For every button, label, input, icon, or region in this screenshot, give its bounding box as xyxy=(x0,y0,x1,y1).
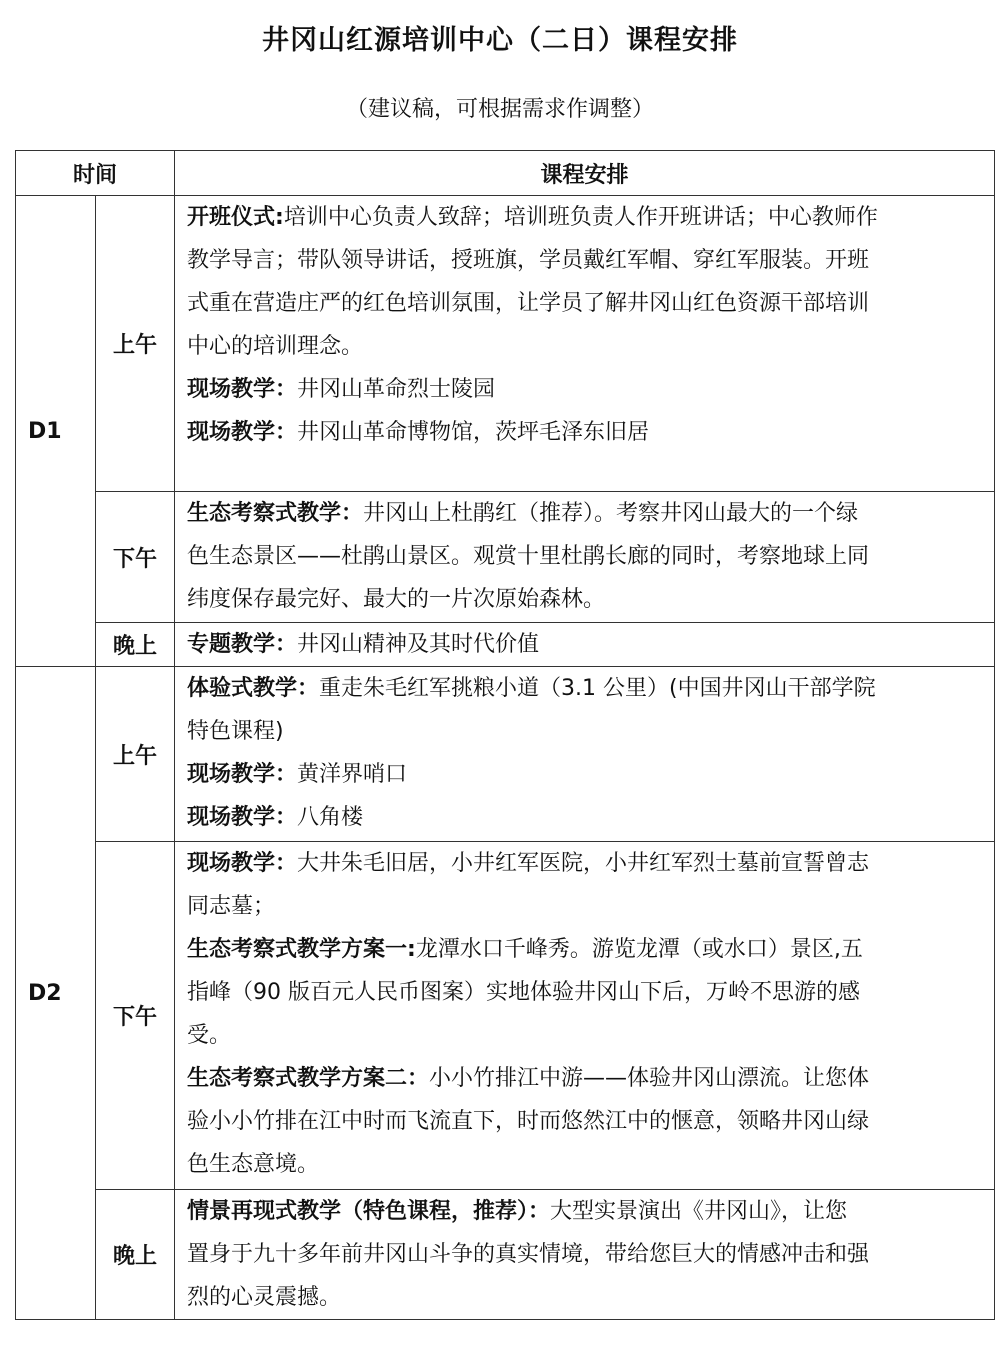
content-line: 专题教学：井冈山精神及其时代价值 xyxy=(187,632,540,657)
day-cell: D1 xyxy=(16,196,96,667)
table-row xyxy=(16,667,995,842)
content-line: 式重在营造庄严的红色培训氛围，让学员了解井冈山红色资源干部培训 xyxy=(187,291,870,316)
content-line: 指峰（90 版百元人民币图案）实地体验井冈山下后，万岭不思游的感 xyxy=(187,980,861,1005)
page-subtitle: （建议稿，可根据需求作调整） xyxy=(345,97,654,122)
period-cell: 下午 xyxy=(96,492,175,623)
content-line: 置身于九十多年前井冈山斗争的真实情境，带给您巨大的情感冲击和强 xyxy=(187,1242,870,1267)
content-line: 开班仪式:培训中心负责人致辞；培训班负责人作开班讲话；中心教师作 xyxy=(187,205,878,230)
session-content xyxy=(175,196,995,492)
header-time: 时间 xyxy=(16,151,175,196)
page-title: 井冈山红源培训中心（二日）课程安排 xyxy=(262,25,738,56)
table-row xyxy=(16,492,995,623)
table-row xyxy=(16,1190,995,1320)
content-line: 生态考察式教学方案二：小小竹排江中游——体验井冈山漂流。让您体 xyxy=(187,1066,870,1091)
content-line: 色生态意境。 xyxy=(187,1152,320,1177)
content-line: 中心的培训理念。 xyxy=(187,334,364,359)
period-cell: 晚上 xyxy=(96,1190,175,1320)
table-header-row xyxy=(16,151,995,196)
schedule-table xyxy=(15,150,995,1320)
table-row xyxy=(16,623,995,667)
content-line: 现场教学：大井朱毛旧居，小井红军医院，小井红军烈士墓前宣誓曾志 xyxy=(187,851,870,876)
table-row xyxy=(16,842,995,1190)
content-line: 现场教学：八角楼 xyxy=(187,805,364,830)
content-line: 纬度保存最完好、最大的一片次原始森林。 xyxy=(187,587,606,612)
period-cell: 上午 xyxy=(96,196,175,492)
content-line: 验小小竹排在江中时而飞流直下，时而悠然江中的惬意，领略井冈山绿 xyxy=(187,1109,870,1134)
content-line: 生态考察式教学：井冈山上杜鹃红（推荐）。考察井冈山最大的一个绿 xyxy=(187,501,859,526)
day-cell: D2 xyxy=(16,667,96,1320)
content-line: 特色课程) xyxy=(187,719,284,744)
content-line: 烈的心灵震撼。 xyxy=(187,1285,342,1310)
period-cell: 晚上 xyxy=(96,623,175,667)
session-content xyxy=(175,492,995,623)
content-line: 现场教学：井冈山革命烈士陵园 xyxy=(187,377,496,402)
content-line: 现场教学：黄洋界哨口 xyxy=(187,762,408,787)
content-line: 体验式教学：重走朱毛红军挑粮小道（3.1 公里）(中国井冈山干部学院 xyxy=(187,676,876,701)
period-cell: 上午 xyxy=(96,667,175,842)
content-line: 情景再现式教学（特色课程，推荐）：大型实景演出《井冈山》，让您 xyxy=(187,1199,848,1224)
content-line: 生态考察式教学方案一:龙潭水口千峰秀。游览龙潭（或水口）景区,五 xyxy=(187,937,863,962)
session-content xyxy=(175,667,995,842)
header-schedule: 课程安排 xyxy=(175,151,995,196)
content-line: 色生态景区——杜鹃山景区。观赏十里杜鹃长廊的同时，考察地球上同 xyxy=(187,544,870,569)
session-content xyxy=(175,842,995,1190)
content-line: 同志墓； xyxy=(187,894,276,919)
table-row xyxy=(16,196,995,492)
content-line: 教学导言；带队领导讲话，授班旗，学员戴红军帽、穿红军服装。开班 xyxy=(187,248,870,273)
session-content xyxy=(175,623,995,667)
session-content xyxy=(175,1190,995,1320)
period-cell: 下午 xyxy=(96,842,175,1190)
content-line: 受。 xyxy=(187,1023,232,1048)
content-line: 现场教学：井冈山革命博物馆，茨坪毛泽东旧居 xyxy=(187,420,650,445)
